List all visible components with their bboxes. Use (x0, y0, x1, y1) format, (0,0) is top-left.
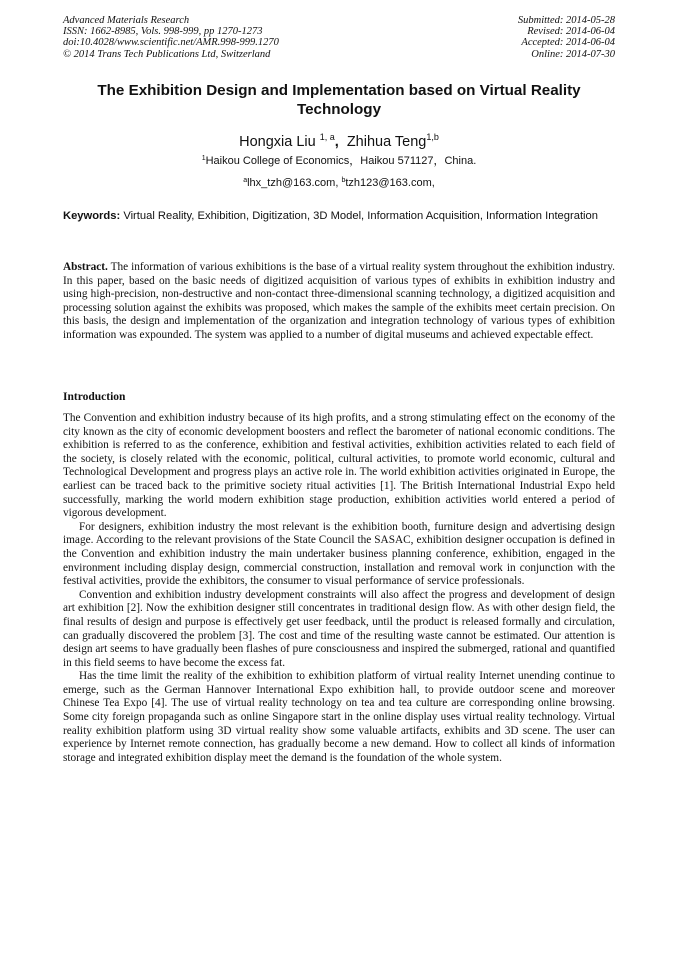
paper-title: The Exhibition Design and Implementation based on Virtual Reality Technology (97, 82, 581, 118)
affiliation (63, 152, 615, 168)
email-mark: a (243, 177, 248, 184)
email-mark: b (341, 177, 346, 184)
author-affiliation-mark: 1, a (319, 132, 335, 142)
email-link[interactable]: lhx_tzh@163.com, (247, 177, 339, 189)
abstract-label: Abstract. (63, 261, 108, 273)
author-name: Hongxia Liu (239, 134, 316, 150)
date-online: Online: 2014-07-30 (531, 48, 615, 60)
journal-doi: doi:10.4028/www.scientific.net/AMR.998-999.1270 (63, 37, 279, 49)
journal-copyright: © 2014 Trans Tech Publications Ltd, Switzerland (63, 48, 271, 60)
introduction-body (63, 412, 615, 765)
paragraph: Convention and exhibition industry development constraints will also affect the progress and development of design art exhibition [2]. Now the exhibition designer still concentrates in traditional design flow. As with other design field, the final results of design and purpose is effectively get user feedback, until the product is released formally and circulation, can gradually discovered the problem [3]. The cost and time of the resulting waste cannot be estimated. Our attention is design art seems to have gradually been flashes of pure consciousness and inspired the submerged, rational and quantified in this field seems to have become the excess fat. (63, 588, 615, 669)
journal-info (63, 15, 279, 60)
paragraph: Has the time limit the reality of the exhibition to exhibition platform of virtual reality Internet unending continue to emerge, such as the German Hannover International Expo exhibition hall, to provide outdoor scene and moreover Chinese Tea Expo [4]. The use of virtual reality technology on tea and tea culture are corresponding online browsing. Some city foreign propaganda such as online Singapore start in the online display uses virtual reality technology. Virtual reality exhibition platform using 3D virtual reality show some valuable artifacts, exhibits and 3D scene. The user can experience by Internet remote connection, has gradually become a new demand. How to collect all kinds of information storage and integrated exhibition display meet the demand is the foundation of the whole system. (63, 670, 615, 764)
date-submitted: Submitted: 2014-05-28 (517, 15, 615, 26)
author-name: Zhihua Teng (346, 134, 427, 150)
journal-issn: ISSN: 1662-8985, Vols. 998-999, pp 1270-1273 (63, 26, 263, 38)
affiliation-mark: 1 (201, 155, 206, 162)
abstract-text: The information of various exhibitions is the base of a virtual reality system throughout the exhibition industry. In this paper, based on the basic needs of digitized acquisition of various types of exhibits in exhibition industry and using high-precision, non-destructive and non-contact three-dimensional scanning technology, a digitized acquisition and processing solution against the exhibits was proposed, which makes the sample of the exhibits meet certain precision. On this basis, the design and implementation of the organization and integration technology of various types of exhibition information was expounded. The system was applied to a number of digital museums and achieved expectable effect. (63, 261, 615, 341)
paragraph: For designers, exhibition industry the most relevant is the exhibition booth, furniture design and advertising design image. According to the relevant provisions of the State Council the SASAC, exhibition designer occupation is defined in the Convention and exhibition industry the main undertaker business planning conference, exhibition, engaged in the environment including display design, commercial construction, installation and removal work in conjunction with the festival activities, provide the exhibitors, the consumer to visual performance of service professionals. (63, 520, 615, 588)
date-revised: Revised: 2014-06-04 (527, 26, 615, 38)
email-link[interactable]: tzh123@163.com, (345, 177, 435, 189)
author-affiliation-mark: 1,b (426, 132, 439, 142)
author-separator: , (334, 134, 339, 150)
date-accepted: Accepted: 2014-06-04 (521, 37, 615, 49)
abstract (63, 261, 615, 343)
keywords (63, 209, 615, 223)
affiliation-text: Haikou College of Economics，Haikou 571127，China. (205, 155, 477, 167)
journal-name: Advanced Materials Research (63, 15, 190, 26)
section-heading: Introduction (63, 391, 126, 403)
author-emails (63, 174, 615, 190)
keywords-label: Keywords: (63, 210, 121, 222)
submission-dates (518, 15, 615, 60)
keywords-text: Virtual Reality, Exhibition, Digitization, 3D Model, Information Acquisition, Information Integration (123, 210, 598, 222)
paragraph: The Convention and exhibition industry because of its high profits, and a strong stimulating effect on the economy of the city known as the city of economic development boosters and reflect the barometer of national economic conditions. The exhibition is referred to as the conference, exhibition and festival activities, exhibition activities related to each field of the society, is closely related with the economic, political, cultural activities, to promote world economic, cultural and Technological Development and progress plays an active role in. The world exhibition activities originated in Europe, the earliest can be traced back to the primitive society ritual activities [1]. The British International Industrial Expo held successfully, marking the world modern exhibition stage production, exhibition activities world entered a period of vigorous development. (63, 412, 615, 520)
author-list (63, 128, 615, 151)
